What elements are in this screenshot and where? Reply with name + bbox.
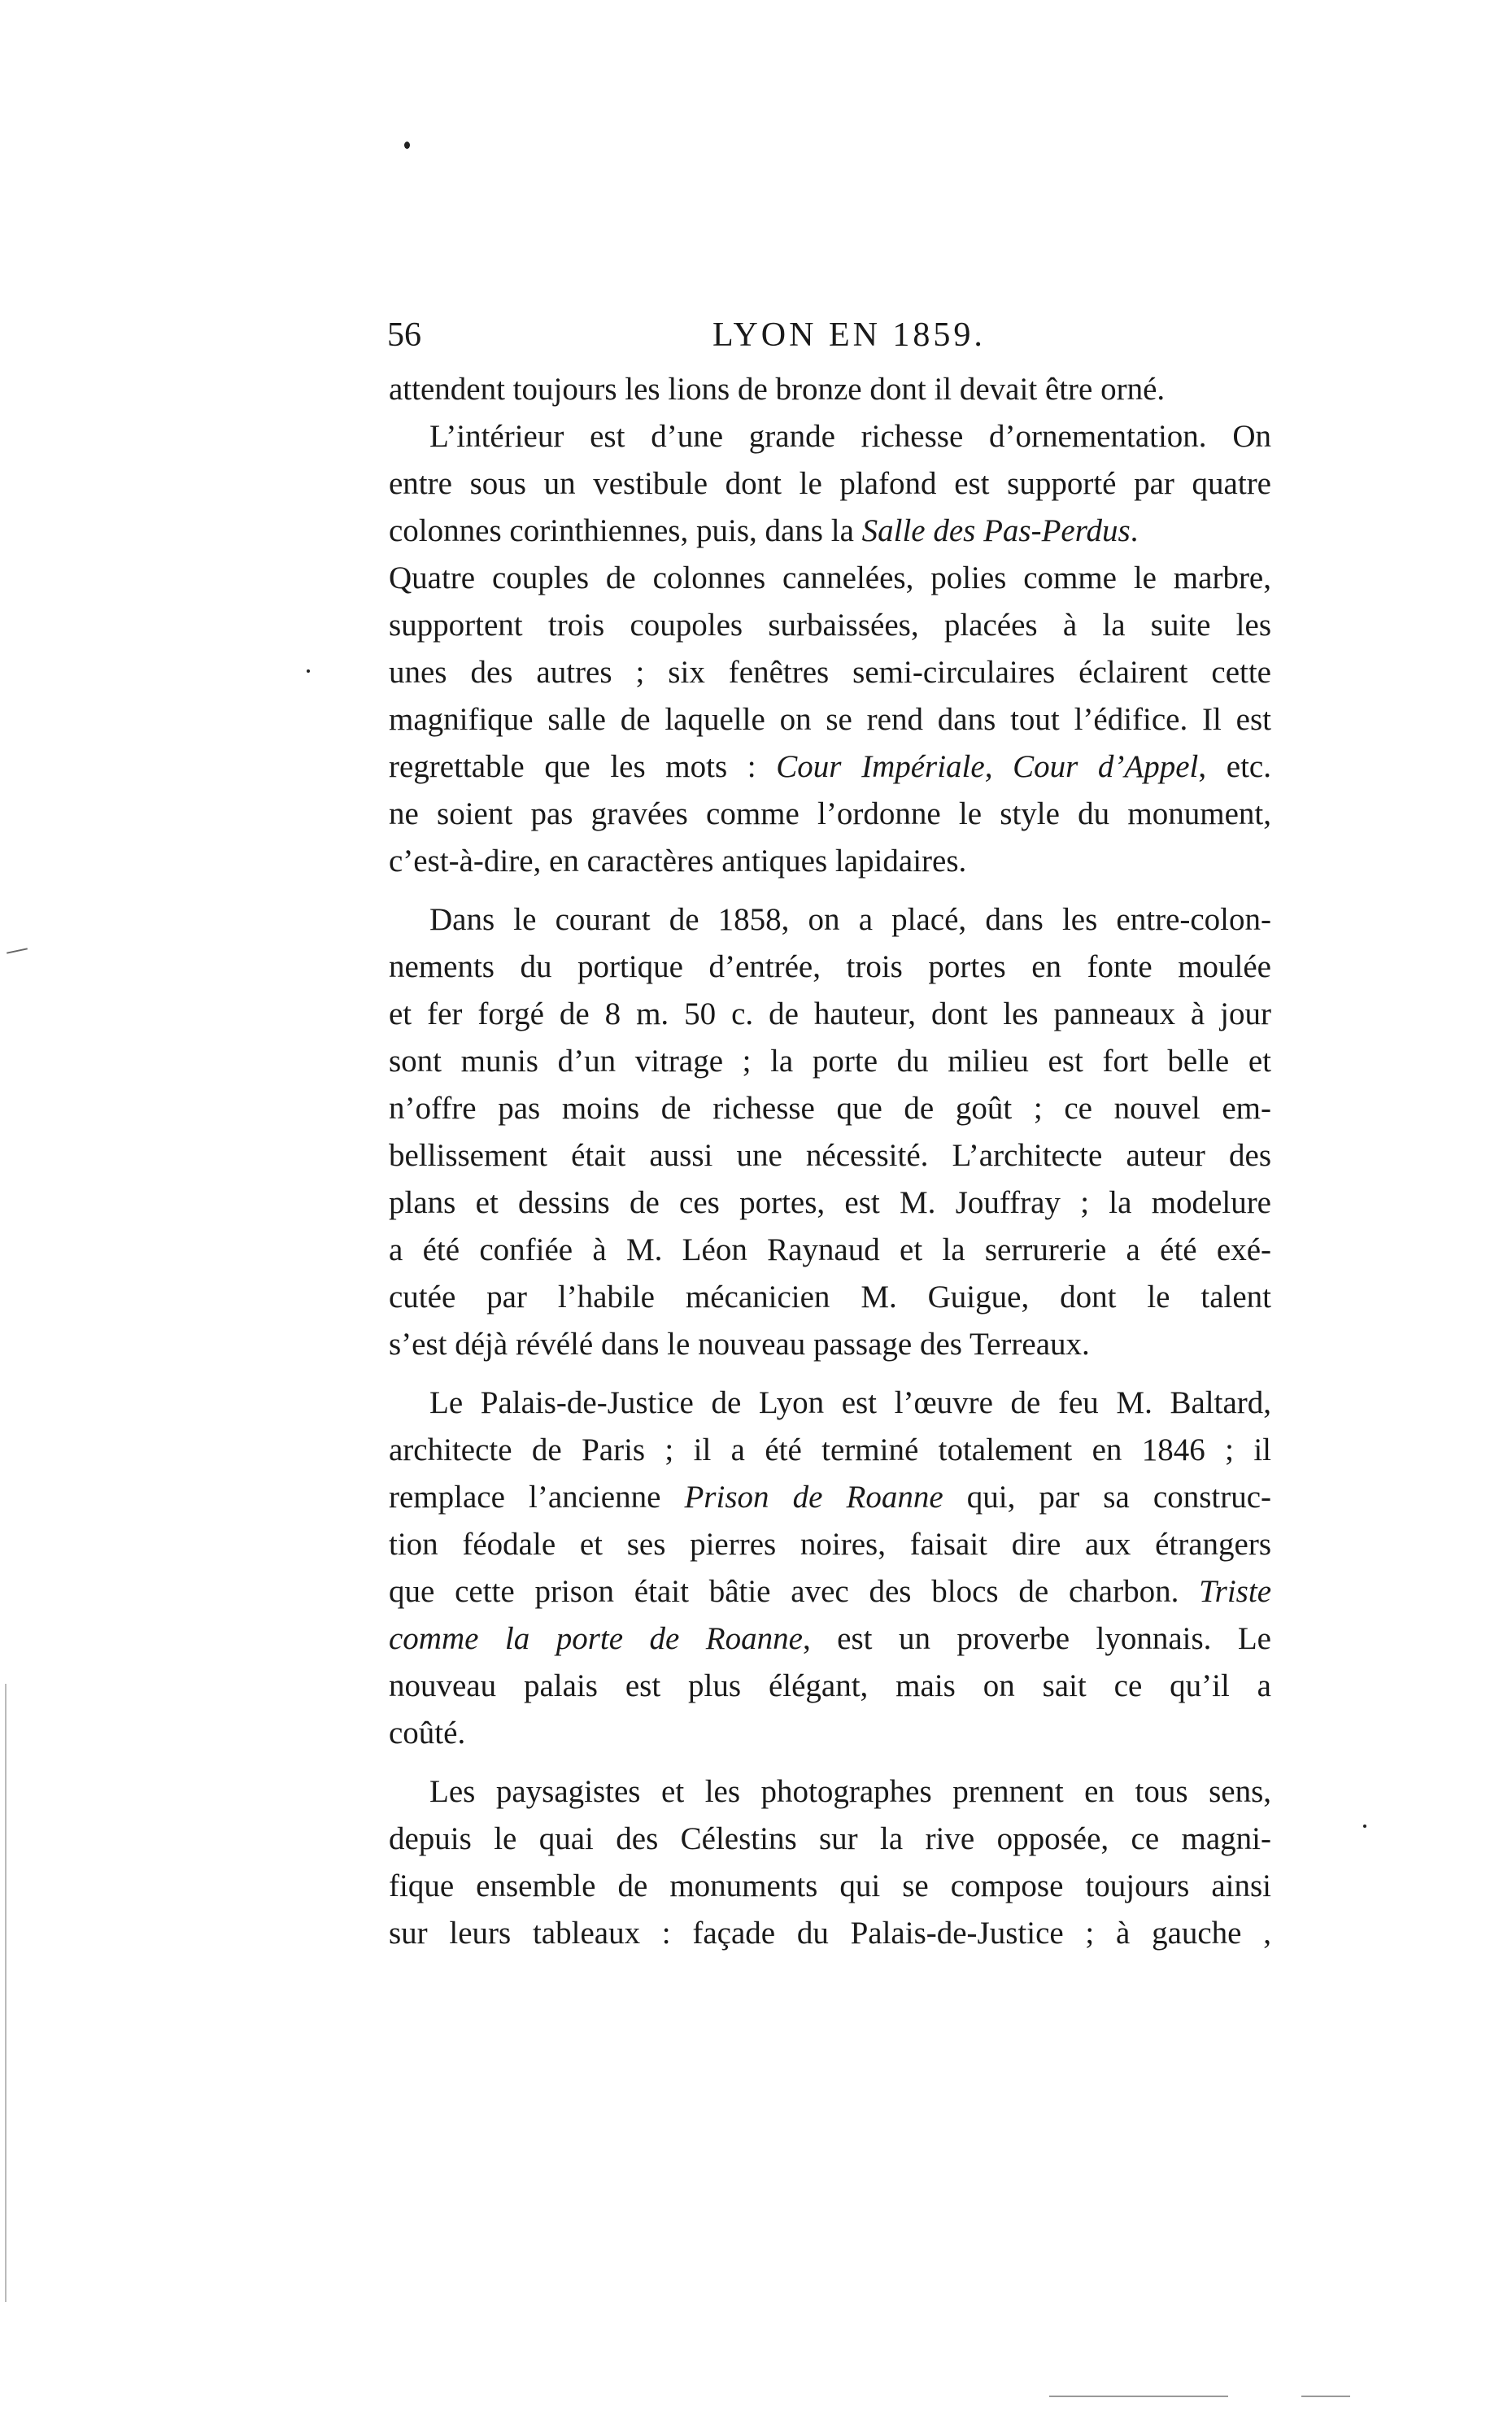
- text-segment: cutée par l’habile mécanicien M. Guigue, dont le talent: [389, 1280, 1271, 1314]
- text-segment: , etc.: [1198, 749, 1271, 784]
- text-segment: sur leurs tableaux : façade du Palais-de-Justice ; à gauche ,: [389, 1916, 1271, 1951]
- italic-segment: Prison de Roanne: [684, 1480, 943, 1515]
- text-segment: regrettable que les mots :: [389, 749, 777, 784]
- text-segment: magnifique salle de laquelle on se rend dans tout l’édifice. Il est: [389, 702, 1271, 737]
- text-line: [389, 1227, 1271, 1274]
- text-segment: tion féodale et ses pierres noires, faisait dire aux étrangers: [389, 1527, 1271, 1562]
- text-segment: Quatre couples de colonnes cannelées, polies comme le marbre,: [389, 560, 1271, 595]
- page-header: [387, 316, 1266, 364]
- text-line: [389, 1663, 1271, 1710]
- text-segment: nements du portique d’entrée, trois portes en fonte moulée: [389, 949, 1271, 984]
- text-line: [389, 1132, 1271, 1179]
- running-title: LYON EN 1859.: [712, 316, 986, 354]
- text-segment: , est un proverbe lyonnais. Le: [802, 1621, 1271, 1656]
- ink-speck: [404, 142, 410, 149]
- text-line: [389, 1910, 1271, 1957]
- text-line: [389, 1615, 1271, 1663]
- text-segment: entre sous un vestibule dont le plafond est supporté par quatre: [389, 466, 1271, 501]
- text-segment: Dans le courant de 1858, on a placé, dans les entre-colon-: [429, 902, 1271, 937]
- margin-stroke: [7, 948, 28, 953]
- text-line: [389, 366, 1271, 413]
- text-line: [389, 944, 1271, 991]
- scan-bottom-rule: [1049, 2396, 1228, 2397]
- text-line: [389, 1380, 1271, 1427]
- italic-segment: Salle des Pas-Perdus: [861, 513, 1131, 548]
- text-line: [389, 508, 1271, 555]
- text-line: [389, 1710, 1271, 1757]
- text-segment: attendent toujours les lions de bronze dont il devait être orné.: [389, 372, 1166, 407]
- text-line: [389, 1521, 1271, 1568]
- text-segment: que cette prison était bâtie avec des blocs de charbon.: [389, 1574, 1200, 1609]
- page-number: 56: [387, 316, 421, 354]
- text-line: [389, 896, 1271, 944]
- text-segment: sont munis d’un vitrage ; la porte du milieu est fort belle et: [389, 1044, 1271, 1079]
- margin-dot: [1363, 1825, 1366, 1828]
- text-line: [389, 1038, 1271, 1085]
- text-line: [389, 1568, 1271, 1615]
- italic-segment: comme la porte de Roanne: [389, 1621, 803, 1656]
- text-segment: s’est déjà révélé dans le nouveau passage des Terreaux.: [389, 1327, 1090, 1362]
- text-segment: ne soient pas gravées comme l’ordonne le style du monument,: [389, 796, 1271, 831]
- text-segment: .: [1130, 513, 1139, 548]
- text-segment: qui, par sa construc-: [943, 1480, 1271, 1515]
- text-line: [389, 838, 1271, 885]
- text-segment: depuis le quai des Célestins sur la rive opposée, ce magni-: [389, 1821, 1271, 1856]
- text-line: [389, 413, 1271, 460]
- text-line: [389, 1179, 1271, 1227]
- italic-segment: Cour Impériale, Cour d’Appel: [776, 749, 1199, 784]
- text-segment: colonnes corinthiennes, puis, dans la: [389, 513, 862, 548]
- text-line: [389, 1427, 1271, 1474]
- scan-bottom-rule: [1301, 2396, 1350, 2397]
- text-line: [389, 649, 1271, 696]
- italic-segment: Triste: [1199, 1574, 1271, 1609]
- text-segment: c’est-à-dire, en caractères antiques lapidaires.: [389, 844, 967, 879]
- text-line: [389, 991, 1271, 1038]
- text-segment: nouveau palais est plus élégant, mais on sait ce qu’il a: [389, 1668, 1271, 1703]
- text-segment: a été confiée à M. Léon Raynaud et la serrurerie a été exé-: [389, 1232, 1271, 1267]
- text-line: [389, 460, 1271, 508]
- text-segment: et fer forgé de 8 m. 50 c. de hauteur, dont les panneaux à jour: [389, 996, 1271, 1031]
- text-line: [389, 602, 1271, 649]
- text-segment: supportent trois coupoles surbaissées, placées à la suite les: [389, 608, 1271, 643]
- text-segment: fique ensemble de monuments qui se compose toujours ainsi: [389, 1868, 1271, 1903]
- text-segment: plans et dessins de ces portes, est M. Jouffray ; la modelure: [389, 1185, 1271, 1220]
- text-line: [389, 555, 1271, 602]
- text-line: [389, 743, 1271, 791]
- text-segment: bellissement était aussi une nécessité. L’architecte auteur des: [389, 1138, 1271, 1173]
- text-line: [389, 1321, 1271, 1368]
- text-segment: coûté.: [389, 1716, 466, 1750]
- body-text: [389, 366, 1271, 1957]
- text-segment: remplace l’ancienne: [389, 1480, 685, 1515]
- text-line: [389, 791, 1271, 838]
- text-line: [389, 1863, 1271, 1910]
- text-segment: unes des autres ; six fenêtres semi-circulaires éclairent cette: [389, 655, 1271, 690]
- text-line: [389, 696, 1271, 743]
- margin-dot: [307, 669, 310, 673]
- text-segment: Le Palais-de-Justice de Lyon est l’œuvre de feu M. Baltard,: [429, 1385, 1271, 1420]
- text-segment: L’intérieur est d’une grande richesse d’ornementation. On: [429, 419, 1271, 454]
- text-segment: n’offre pas moins de richesse que de goût ; ce nouvel em-: [389, 1091, 1271, 1126]
- text-segment: Les paysagistes et les photographes prennent en tous sens,: [429, 1774, 1271, 1809]
- text-segment: architecte de Paris ; il a été terminé totalement en 1846 ; il: [389, 1432, 1271, 1467]
- scan-edge: [5, 1684, 7, 2302]
- text-line: [389, 1085, 1271, 1132]
- text-line: [389, 1274, 1271, 1321]
- text-line: [389, 1768, 1271, 1816]
- text-line: [389, 1816, 1271, 1863]
- text-line: [389, 1474, 1271, 1521]
